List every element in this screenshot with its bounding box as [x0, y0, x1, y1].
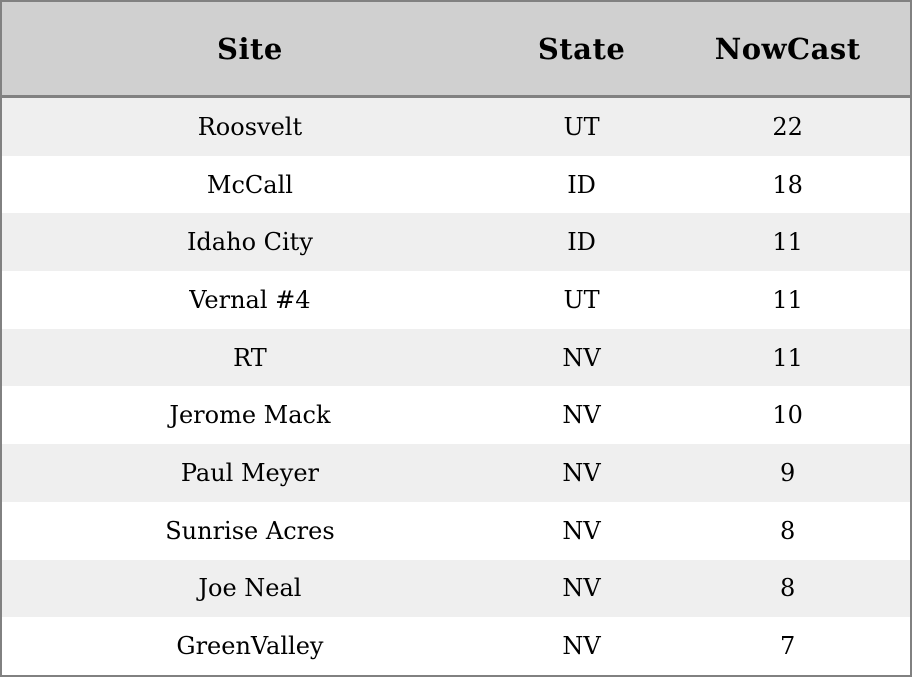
site-cell: Roosvelt [197, 112, 303, 141]
table-body [1, 97, 911, 676]
table-header [1, 1, 911, 97]
nowcast-cell: 11 [772, 343, 803, 372]
state-cell: UT [563, 112, 600, 141]
nowcast-cell: 7 [780, 632, 796, 661]
state-cell: ID [567, 170, 596, 199]
state-cell: NV [562, 574, 601, 603]
state-cell: ID [567, 228, 596, 257]
nowcast-cell: 18 [772, 170, 803, 199]
table-row [1, 329, 911, 387]
nowcast-cell: 10 [772, 401, 803, 430]
state-cell: NV [562, 401, 601, 430]
site-cell: Idaho City [186, 228, 313, 257]
nowcast-cell: 22 [772, 112, 803, 141]
state-cell: NV [562, 632, 601, 661]
site-cell: McCall [206, 170, 293, 199]
nowcast-cell: 8 [780, 574, 796, 603]
site-cell: Joe Neal [198, 574, 302, 603]
site-cell: Jerome Mack [169, 401, 331, 430]
nowcast-cell: 8 [780, 516, 796, 545]
site-cell: Sunrise Acres [165, 516, 335, 545]
table-row [1, 271, 911, 329]
column-header-state: State [498, 1, 665, 97]
table-row [1, 97, 911, 156]
nowcast-cell: 11 [772, 285, 803, 314]
state-cell: UT [563, 285, 600, 314]
table-row [1, 444, 911, 502]
state-cell: NV [562, 343, 601, 372]
table-row [1, 560, 911, 618]
site-cell: GreenValley [176, 632, 324, 661]
table-row [1, 156, 911, 214]
column-header-nowcast: NowCast [665, 1, 911, 97]
nowcast-cell: 11 [772, 228, 803, 257]
table-row [1, 502, 911, 560]
nowcast-cell: 9 [780, 458, 796, 487]
site-cell: RT [233, 343, 267, 372]
table-row [1, 386, 911, 444]
header-row [1, 1, 911, 97]
column-header-site: Site [1, 1, 498, 97]
table-row [1, 617, 911, 676]
table-row [1, 213, 911, 271]
state-cell: NV [562, 516, 601, 545]
site-cell: Vernal #4 [189, 285, 311, 314]
state-cell: NV [562, 458, 601, 487]
site-cell: Paul Meyer [180, 458, 319, 487]
